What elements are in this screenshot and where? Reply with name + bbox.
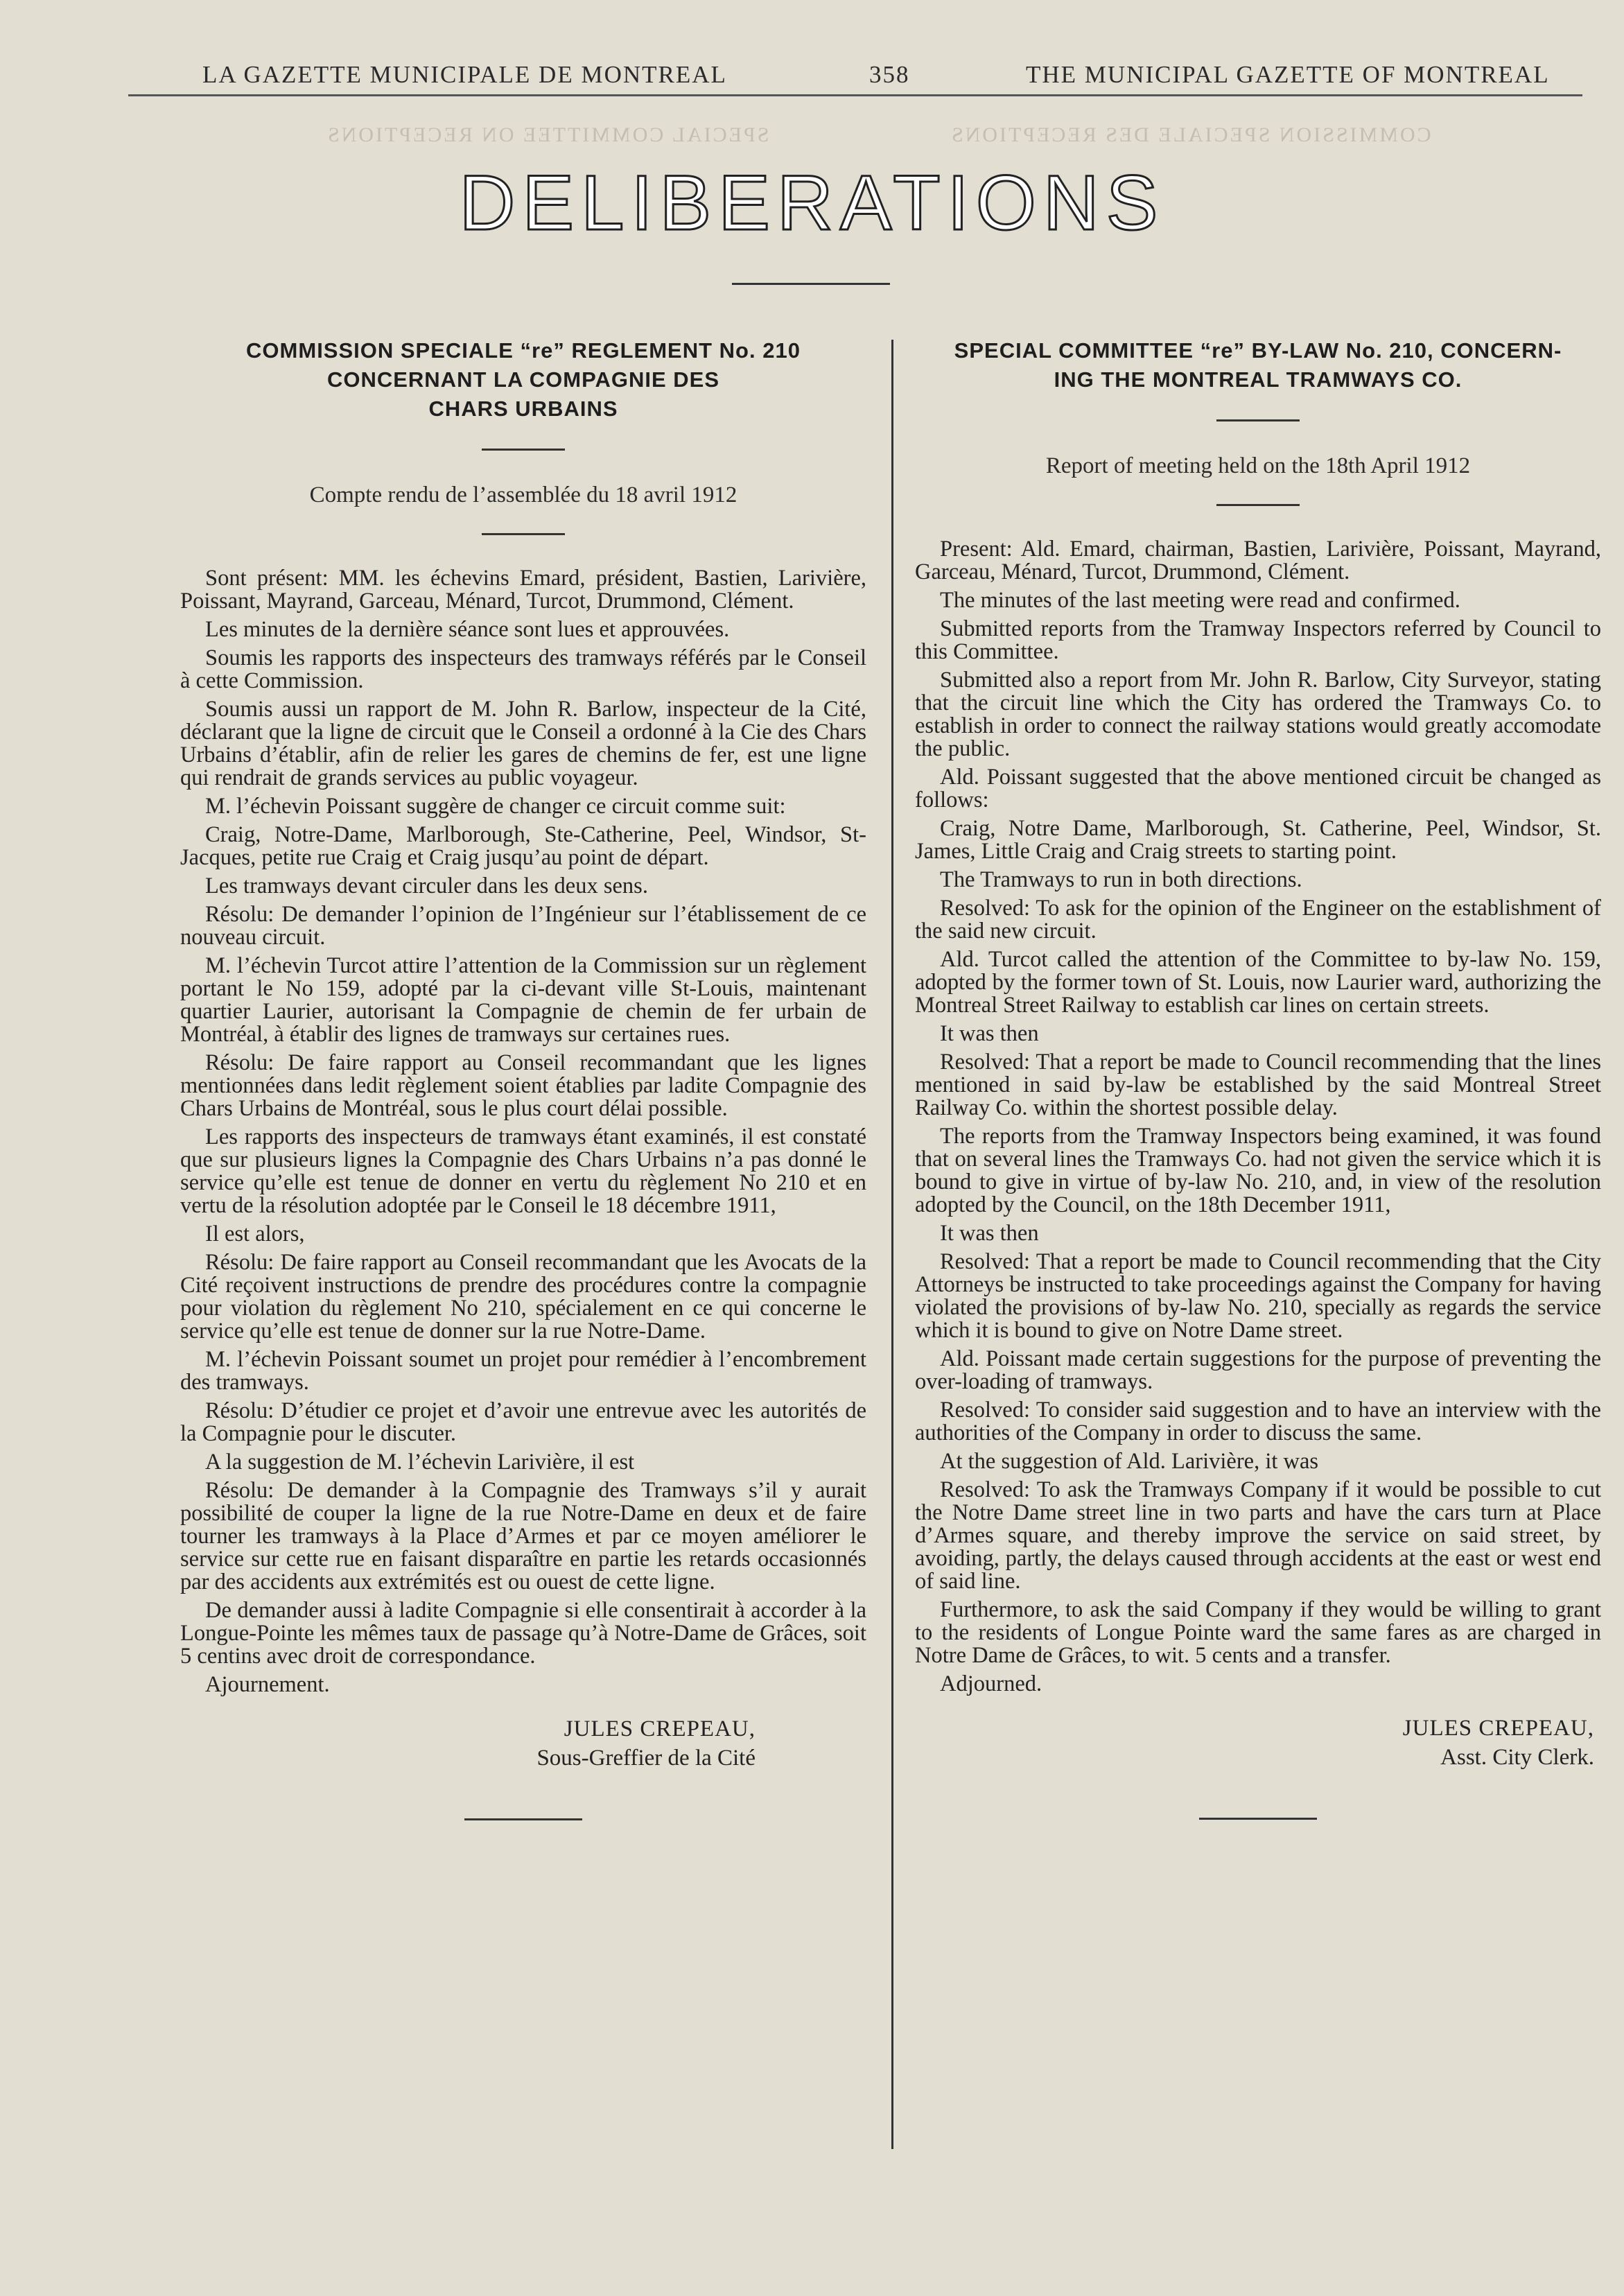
paragraph: M. l’échevin Poissant suggère de changer ce circuit comme suit: xyxy=(205,794,786,819)
french-end-rule xyxy=(464,1818,582,1820)
header-rule xyxy=(128,94,1582,96)
signature-title: Asst. City Clerk. xyxy=(1440,1745,1594,1770)
paragraph: Il est alors, xyxy=(205,1221,305,1246)
paragraph: Soumis aussi un rapport de M. John R. Barlow, inspecteur de la Cité, déclarant que la ligne de circuit que le Conseil a ordonné à la Cie des Chars Urbains d’établir, afin de relier les gares de chemins de fer, est une ligne qui rendrait de grands services au public voyageur. xyxy=(180,697,866,790)
paragraph: Résolu: De faire rapport au Conseil recommandant que les Avocats de la Cité reçoivent instructions de prendre des procédures contre la compagnie pour violation du règlement No 210, spécialement en ce qui concerne le service qu’elle est tenue de donner sur la rue Notre-Dame. xyxy=(180,1250,866,1343)
paragraph: Résolu: De demander à la Compagnie des Tramways s’il y aurait possibilité de couper la ligne de la rue Notre-Dame en deux et de faire tourner les tramways à la Place d’Armes et par ce moyen améliorer le service sur cette rue en faisant disparaître en partie les retards occasionnés par des accidents aux extrémités est ou ouest de cette ligne. xyxy=(180,1478,866,1594)
paragraph: Les tramways devant circuler dans les deux sens. xyxy=(205,873,648,898)
paragraph: De demander aussi à ladite Compagnie si elle consentirait à accorder à la Longue-Pointe les mêmes taux de passage qu’à Notre-Dame de Grâces, soit 5 centins avec droit de correspondance. xyxy=(180,1598,866,1669)
paragraph: Résolu: De faire rapport au Conseil recommandant que les lignes mentionnées dans ledit règlement soient établies par ladite Compagnie des Chars Urbains de Montréal, sous le plus court délai possible. xyxy=(180,1050,866,1121)
paragraph: M. l’échevin Turcot attire l’attention de la Commission sur un règlement portant le No 159, adopté par la ci-devant ville St-Louis, maintenant quartier Laurier, autorisant la Compagnie de chemin de fer urbain de Montréal, à établir des lignes de tramways sur certaines rues. xyxy=(180,953,866,1047)
paragraph: Ald. Turcot called the attention of the Committee to by-law No. 159, adopted by the former town of St. Louis, now Laurier ward, authorizing the Montreal Street Railway to establish car lines on certain streets. xyxy=(915,947,1601,1018)
french-heading-line: COMMISSION SPECIALE “re” REGLEMENT No. 210 xyxy=(246,338,801,363)
french-heading-line: CHARS URBAINS xyxy=(428,397,618,421)
paragraph: Résolu: D’étudier ce projet et d’avoir une entrevue avec les autorités de la Compagnie pour le discuter. xyxy=(180,1398,866,1446)
paragraph: Craig, Notre-Dame, Marlborough, Ste-Catherine, Peel, Windsor, St-Jacques, petite rue Craig et Craig jusqu’au point de départ. xyxy=(180,822,866,870)
paragraph: It was then xyxy=(940,1221,1039,1246)
header-left-title: LA GAZETTE MUNICIPALE DE MONTREAL xyxy=(202,61,727,88)
paragraph: Present: Ald. Emard, chairman, Bastien, Larivière, Poissant, Mayrand, Garceau, Ménard, Turcot, Drummond, Clément. xyxy=(915,537,1601,584)
column-divider xyxy=(891,340,893,2149)
english-subtitle: Report of meeting held on the 18th April 1912 xyxy=(1045,453,1471,478)
paragraph: Craig, Notre Dame, Marlborough, St. Catherine, Peel, Windsor, St. James, Little Craig and Craig streets to starting point. xyxy=(915,816,1601,864)
french-subtitle: Compte rendu de l’assemblée du 18 avril 1912 xyxy=(309,482,737,507)
paragraph: The minutes of the last meeting were read and confirmed. xyxy=(940,588,1460,613)
french-heading xyxy=(180,336,866,424)
english-signature xyxy=(915,1714,1601,1772)
french-subtitle-rule xyxy=(482,533,565,535)
paragraph: Adjourned. xyxy=(940,1671,1042,1696)
page-number: 358 xyxy=(869,61,910,88)
paragraph: Les rapports des inspecteurs de tramways étant examinés, il est constaté que sur plusieurs lignes la Compagnie des Chars Urbains n’a pas donné le service qu’elle est tenue de donner en vertu du règlement No 210 et en vertu de la résolution adoptée par le Conseil le 18 décembre 1911, xyxy=(180,1124,866,1218)
signature-name: JULES CREPEAU, xyxy=(564,1716,756,1741)
header-right-title: THE MUNICIPAL GAZETTE OF MONTREAL xyxy=(1026,61,1550,88)
signature-name: JULES CREPEAU, xyxy=(1402,1716,1594,1741)
french-signature xyxy=(180,1714,866,1773)
title-rule xyxy=(732,283,890,285)
paragraph: Furthermore, to ask the said Company if they would be willing to grant to the residents of Longue Pointe ward the same fares as are charged in Notre Dame de Grâces, to wit. 5 cents and a transfer. xyxy=(915,1597,1601,1668)
english-heading-line: ING THE MONTREAL TRAMWAYS CO. xyxy=(1054,367,1463,392)
paragraph: Soumis les rapports des inspecteurs des tramways référés par le Conseil à cette Commission. xyxy=(180,645,866,693)
english-heading xyxy=(915,336,1601,394)
english-column xyxy=(915,336,1601,1820)
paragraph: At the suggestion of Ald. Larivière, it was xyxy=(940,1449,1319,1474)
paragraph: The reports from the Tramway Inspectors being examined, it was found that on several lines the Tramways Co. had not given the service which it is bound to give in virtue of by-law No. 210, and, in view of the resolution adopted by the Council, on the 18th December 1911, xyxy=(915,1124,1601,1217)
english-heading-line: SPECIAL COMMITTEE “re” BY-LAW No. 210, CONCERN- xyxy=(954,338,1562,363)
french-column xyxy=(180,336,866,1820)
paragraph: M. l’échevin Poissant soumet un projet pour remédier à l’encombrement des tramways. xyxy=(180,1347,866,1395)
paragraph: Resolved: To ask the Tramways Company if it would be possible to cut the Notre Dame street line in two parts and have the cars turn at Place d’Armes square, and thereby improve the service on said street, by avoiding, partly, the delays caused through accidents at the east or west end of said line. xyxy=(915,1477,1601,1594)
english-end-rule xyxy=(1199,1818,1317,1820)
paragraph: Ald. Poissant made certain suggestions for the purpose of preventing the over-loading of tramways. xyxy=(915,1346,1601,1394)
english-subtitle-rule xyxy=(1216,504,1300,506)
paragraph: Les minutes de la dernière séance sont lues et approuvées. xyxy=(205,617,730,642)
paragraph: Ald. Poissant suggested that the above mentioned circuit be changed as follows: xyxy=(915,765,1601,812)
signature-title: Sous-Greffier de la Cité xyxy=(536,1746,756,1771)
paragraph: Ajournement. xyxy=(205,1672,330,1697)
english-heading-rule xyxy=(1216,419,1300,421)
page-title: DELIBERATIONS xyxy=(459,159,1165,246)
paragraph: The Tramways to run in both directions. xyxy=(940,867,1302,892)
paragraph: Submitted reports from the Tramway Inspectors referred by Council to this Committee. xyxy=(915,616,1601,664)
paragraph: Sont présent: MM. les échevins Emard, président, Bastien, Larivière, Poissant, Mayrand, Garceau, Ménard, Turcot, Drummond, Clément. xyxy=(180,566,866,614)
paragraph: Resolved: To consider said suggestion and to have an interview with the authorities of the Company in order to discuss the same. xyxy=(915,1398,1601,1445)
paragraph: Resolved: That a report be made to Council recommending that the City Attorneys be instructed to take proceedings against the Company for having violated the provisions of by-law No. 210, specially as regards the service which it is bound to give on Notre Dame street. xyxy=(915,1249,1601,1343)
paragraph: Resolved: That a report be made to Council recommending that the lines mentioned in said by-law be established by the said Montreal Street Railway Co. within the shortest possible delay. xyxy=(915,1050,1601,1120)
paragraph: Resolved: To ask for the opinion of the Engineer on the establishment of the said new circuit. xyxy=(915,896,1601,943)
paragraph: A la suggestion de M. l’échevin Larivière, il est xyxy=(205,1450,635,1475)
french-heading-line: CONCERNANT LA COMPAGNIE DES xyxy=(326,367,720,392)
paragraph: It was then xyxy=(940,1021,1039,1046)
bleed-through-text-right: COMMISSION SPECIALE DES RECEPTIONS xyxy=(950,123,1431,146)
paragraph: Submitted also a report from Mr. John R. Barlow, City Surveyor, stating that the circuit line which the City has ordered the Tramways Co. to establish in order to connect the railway stations would greatly accomodate the public. xyxy=(915,668,1601,761)
english-minutes xyxy=(915,538,1601,1696)
bleed-through-text-left: SPECIAL COMMITTEE ON RECEPTIONS xyxy=(326,123,769,146)
paragraph: Résolu: De demander l’opinion de l’Ingénieur sur l’établissement de ce nouveau circuit. xyxy=(180,902,866,950)
french-minutes xyxy=(180,567,866,1696)
french-heading-rule xyxy=(482,449,565,451)
